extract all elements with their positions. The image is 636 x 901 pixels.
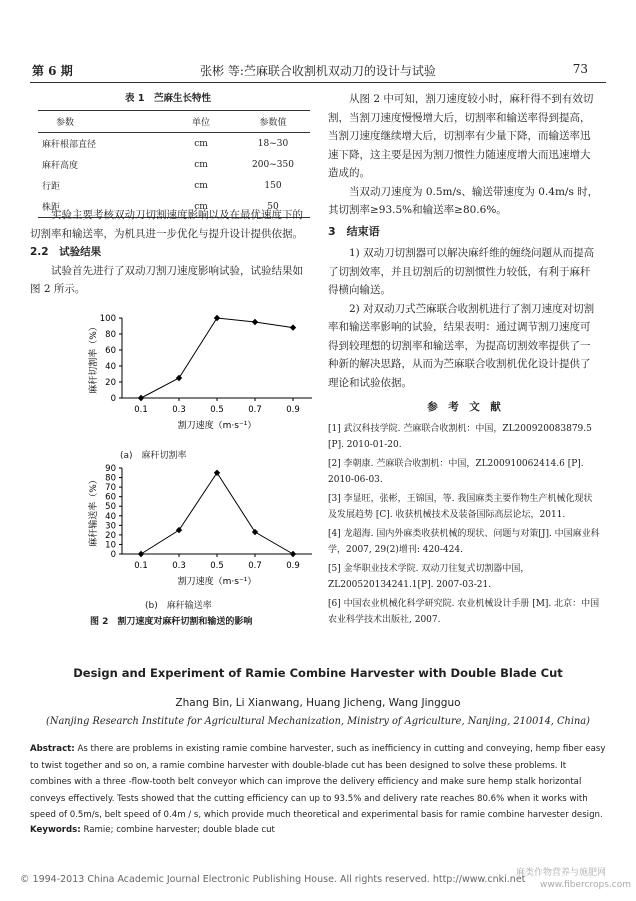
english-affiliation: (Nanjing Research Institute for Agricultural Mechanization, Ministry of Agriculture, Nanjing, 210014, China) bbox=[46, 716, 590, 727]
x-tick-label: 0.5 bbox=[210, 561, 224, 571]
issue-number: 第 6 期 bbox=[32, 64, 73, 78]
x-tick-label: 0.9 bbox=[286, 561, 300, 571]
data-point bbox=[176, 375, 182, 381]
table-cell: cm bbox=[194, 180, 208, 191]
watermark-url: www.fibercrops.com bbox=[540, 880, 631, 890]
col-value: 参数值 bbox=[259, 118, 287, 128]
table-cell: 麻秆根部直径 bbox=[42, 140, 97, 150]
reference-item: [2] 李朝康. 苎麻联合收割机：中国，ZL200910062414.6 [P]. 2010-06-03. bbox=[328, 458, 584, 485]
y-tick-label: 20 bbox=[105, 378, 116, 388]
reference-item: [3] 李显旺，张彬，王锦国，等. 我国麻类主要作物生产机械化现状及发展趋势 [C]. 收获机械技术及装备国际高层论坛，2011. bbox=[328, 493, 593, 520]
y-tick-label: 100 bbox=[99, 314, 116, 324]
conclusion-2: 2) 对双动刀式苎麻联合收割机进行了割刀速度对切割率和输送率影响的试验，结果表明：通过调节割刀速度可得到较理想的切割率和输送率，为提高切割效率提供了一种新的解决思路，从而为苎麻联合收割机优化设计提供了理论和试验依据。 bbox=[328, 302, 595, 389]
x-tick-label: 0.5 bbox=[210, 405, 224, 415]
x-tick-label: 0.1 bbox=[134, 561, 148, 571]
data-point bbox=[138, 551, 144, 557]
y-tick-label: 0 bbox=[110, 394, 116, 404]
table-cell: 麻秆高度 bbox=[42, 161, 79, 171]
y-tick-label: 80 bbox=[105, 473, 116, 484]
table-cell: cm bbox=[194, 159, 208, 170]
table-cell: cm bbox=[194, 201, 208, 212]
data-point bbox=[290, 324, 296, 330]
table-cell: 18~30 bbox=[257, 138, 289, 149]
data-point bbox=[214, 315, 220, 321]
reference-item: [6] 中国农业机械化科学研究院. 农业机械设计手册 [M]. 北京：中国农业科学技术出版社, 2007. bbox=[328, 598, 600, 625]
abstract-label: Abstract: bbox=[30, 744, 75, 754]
left-para-1: 实验主要考核双动刀切割速度影响以及在最优速度下的切割率和输送率，为机具进一步优化与提升设计提供依据。 bbox=[30, 209, 303, 240]
running-title: 张彬 等:苎麻联合收割机双动刀的设计与试验 bbox=[200, 64, 436, 78]
y-axis-label: 麻秆输送率（%） bbox=[89, 475, 99, 547]
english-keywords bbox=[30, 822, 608, 839]
section-3: 3 结束语 bbox=[328, 224, 380, 238]
english-title: Design and Experiment of Ramie Combine Harvester with Double Blade Cut bbox=[73, 666, 563, 680]
right-para-2: 当双动刀速度为 0.5m/s、输送带速度为 0.4m/s 时，其切割率≥93.5%和输送率≥80.6%。 bbox=[328, 185, 599, 216]
y-tick-label: 50 bbox=[105, 502, 116, 513]
left-para-2: 试验首先进行了双动刀割刀速度影响试验，试验结果如图 2 所示。 bbox=[30, 264, 303, 295]
series-line bbox=[141, 318, 293, 398]
y-tick-label: 30 bbox=[105, 521, 116, 532]
chart-delivery-rate bbox=[70, 462, 320, 590]
table-cell: 50 bbox=[267, 201, 279, 212]
y-tick-label: 40 bbox=[105, 362, 116, 372]
y-tick-label: 60 bbox=[105, 346, 116, 356]
y-tick-label: 40 bbox=[105, 511, 116, 522]
watermark-text: 麻类作物营养与施肥网 bbox=[516, 868, 607, 878]
reference-item: [4] 龙超海. 国内外麻类收获机械的现状、问题与对策[J]. 中国麻业科学，2007, 29(2)增刊: 420-424. bbox=[328, 528, 600, 555]
x-tick-label: 0.1 bbox=[134, 405, 148, 415]
col-param: 参数 bbox=[56, 118, 75, 128]
y-tick-label: 70 bbox=[105, 483, 116, 494]
table-row bbox=[38, 133, 310, 155]
y-tick-label: 20 bbox=[105, 530, 116, 541]
reference-list bbox=[328, 421, 600, 628]
table-cell: 行距 bbox=[42, 182, 61, 192]
section-2-2: 2.2 试验结果 bbox=[30, 246, 102, 258]
reference-item: [1] 武汉科技学院. 苎麻联合收割机：中国，ZL200920083879.5 [P]. 2010-01-20. bbox=[328, 423, 592, 450]
data-point bbox=[176, 527, 182, 533]
subcaption-b: (b) 麻秆输送率 bbox=[145, 601, 212, 611]
x-axis-label: 割刀速度（m·s⁻¹） bbox=[177, 577, 257, 587]
reference-item: [5] 金华职业技术学院. 双动刀往复式切割器中国，ZL200520134241.1[P]. 2007-03-21. bbox=[328, 563, 530, 590]
table-cell: 株距 bbox=[42, 203, 61, 213]
chart-cutting-rate bbox=[70, 310, 320, 460]
abstract-text: As there are problems in existing ramie combine harvester, such as inefficiency in cutting and conveying, hemp fiber easy to twist together and so on, a ramie combine harvester with double-blade cut has been designed to solve these problems. It combines with a three -flow-tooth belt conveyor which can improve the delivery efficiency and make sure hemp stalk horizontal conveys effectively. Tests showed that the cutting efficiency can up to 93.5% and delivery rate reaches 80.6% when it works with speed of 0.5m/s, belt speed of 0.4m / s, which provide much theoretical and experimental basis for ramie combine harvester design. bbox=[30, 744, 606, 820]
page-number: 73 bbox=[572, 62, 588, 76]
header-rule bbox=[30, 82, 606, 83]
series-line bbox=[141, 473, 293, 554]
x-axis-label: 割刀速度（m·s⁻¹） bbox=[177, 421, 257, 431]
data-point bbox=[214, 470, 220, 476]
y-tick-label: 0 bbox=[110, 550, 116, 560]
subcaption-a: (a) 麻秆切割率 bbox=[120, 451, 187, 461]
y-tick-label: 80 bbox=[105, 330, 116, 340]
table-caption: 表 1 苎麻生长特性 bbox=[125, 93, 211, 104]
keywords-text: Ramie; combine harvester; double blade cut bbox=[83, 825, 275, 835]
figure-caption: 图 2 割刀速度对麻秆切割和输送的影响 bbox=[90, 617, 253, 627]
table-cell: 200~350 bbox=[252, 159, 294, 170]
data-point bbox=[252, 529, 258, 535]
copyright-line: © 1994-2013 China Academic Journal Electronic Publishing House. All rights reserved. http://www.cnki.net bbox=[20, 874, 526, 885]
table-row bbox=[38, 154, 310, 175]
keywords-label: Keywords: bbox=[30, 825, 81, 835]
x-tick-label: 0.7 bbox=[248, 561, 262, 571]
english-abstract bbox=[30, 741, 608, 824]
data-point bbox=[290, 551, 296, 557]
y-tick-label: 10 bbox=[105, 540, 116, 551]
y-tick-label: 60 bbox=[105, 492, 116, 503]
table-row bbox=[38, 175, 310, 196]
y-tick-label: 90 bbox=[105, 464, 116, 474]
x-tick-label: 0.7 bbox=[248, 405, 262, 415]
data-point bbox=[138, 395, 144, 401]
col-unit: 单位 bbox=[191, 118, 210, 128]
y-axis-label: 麻秆切割率（%） bbox=[89, 322, 99, 394]
table-cell: 150 bbox=[264, 180, 282, 191]
right-para-1: 从图 2 中可知，割刀速度较小时，麻秆得不到有效切割，当割刀速度慢慢增大后，切割率和输送率得到提高，当割刀速度继续增大后，切割率有少量下降，而输送率迅速下降，这主要是因为割刀惯性力随速度增大而迅速增大造成的。 bbox=[328, 93, 594, 179]
table-cell: cm bbox=[194, 138, 208, 149]
data-point bbox=[252, 319, 258, 325]
conclusion-1: 1) 双动刀切割器可以解决麻纤维的缠绕问题从而提高了切割效率，并且切割后的切割惯性力较低，有利于麻秆得横向输送。 bbox=[328, 247, 595, 296]
x-tick-label: 0.3 bbox=[172, 561, 186, 571]
x-tick-label: 0.9 bbox=[286, 405, 300, 415]
growth-table bbox=[38, 110, 310, 218]
x-tick-label: 0.3 bbox=[172, 405, 186, 415]
references-title: 参 考 文 献 bbox=[427, 401, 501, 413]
english-authors: Zhang Bin, Li Xianwang, Huang Jicheng, Wang Jingguo bbox=[175, 697, 461, 709]
